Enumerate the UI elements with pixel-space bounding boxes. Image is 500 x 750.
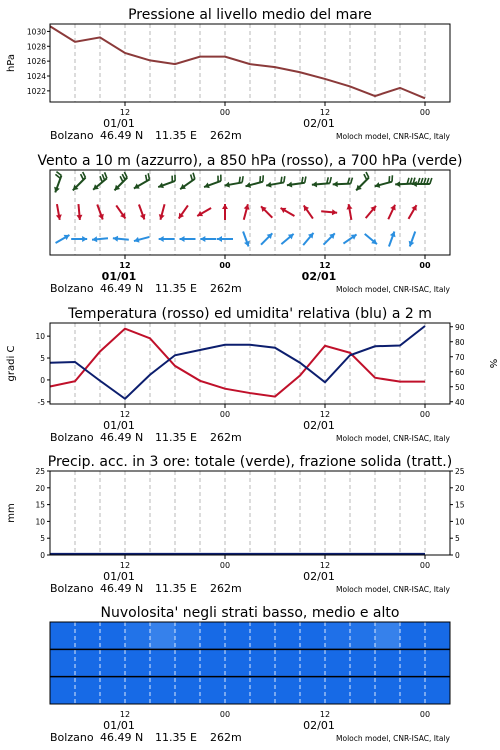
wind-series-1 — [56, 204, 417, 220]
location-info — [50, 129, 242, 142]
wind-barb — [302, 177, 303, 183]
wind-arrow — [54, 172, 61, 193]
location-alt: 262m — [210, 431, 242, 444]
wind-arrow — [303, 233, 313, 245]
cloud-cell — [100, 677, 126, 704]
cloud-cell — [75, 677, 101, 704]
wind-arrow — [76, 204, 82, 220]
wind-head — [180, 236, 185, 242]
location-alt: 262m — [210, 282, 242, 295]
y-tick-label: 1026 — [26, 57, 46, 67]
y-tick-label-right: 90 — [455, 322, 465, 332]
cloud-cell — [50, 622, 76, 649]
y-tick-label-right: 60 — [455, 367, 465, 377]
wind-series-2 — [56, 231, 416, 246]
wind-arrow — [333, 178, 353, 188]
location-info — [50, 582, 242, 595]
time-tick-label: 00 — [419, 410, 431, 419]
y-tick-label: 15 — [35, 500, 45, 510]
wind-arrow — [224, 176, 243, 187]
wind-arrow — [200, 236, 216, 242]
wind-arrow — [261, 233, 272, 244]
wind-arrow — [366, 206, 376, 218]
wind-arrow — [347, 204, 353, 220]
time-axis-1 — [50, 255, 451, 295]
chart-title: Precip. acc. in 3 ore: totale (verde), frazione solida (tratt.) — [47, 454, 453, 470]
y-tick-label-right: 0 — [455, 551, 460, 560]
wind-barb — [122, 174, 125, 180]
time-axis-3 — [50, 555, 451, 595]
wind-arrow — [356, 172, 369, 190]
wind-barb — [430, 178, 432, 184]
location-name: Bolzano — [50, 129, 94, 142]
time-axis-4 — [50, 710, 451, 744]
wind-barb — [239, 177, 240, 183]
y-tick-label-right: 5 — [455, 534, 460, 544]
cloud-cell — [175, 622, 201, 649]
wind-arrow — [158, 175, 175, 189]
time-axis-0 — [50, 102, 451, 142]
cloud-cell — [225, 622, 251, 649]
date-label: 02/01 — [303, 419, 335, 432]
y-axis-label: hPa — [6, 53, 17, 73]
location-info — [50, 282, 242, 295]
wind-arrow — [97, 204, 104, 219]
cloud-cell — [425, 649, 450, 676]
y-tick-label-right: 50 — [455, 382, 465, 392]
wind-arrow — [375, 175, 393, 188]
cloud-cell — [100, 622, 126, 649]
cloud-cell — [125, 677, 151, 704]
wind-barb — [105, 172, 107, 178]
date-label: 01/01 — [103, 117, 135, 130]
cloud-cell — [275, 622, 301, 649]
wind-arrow — [116, 205, 125, 218]
wind-arrow — [159, 236, 175, 242]
cloud-cell — [300, 622, 326, 649]
y-tick-label-right: 70 — [455, 352, 465, 362]
wind-barb — [124, 172, 127, 178]
cloud-cell — [275, 677, 301, 704]
wind-barb — [364, 174, 367, 180]
wind-arrow — [204, 175, 221, 189]
y-tick-label-right: 80 — [455, 337, 465, 347]
cloud-panel — [50, 605, 450, 704]
cloud-cell — [400, 649, 426, 676]
wind-arrow — [287, 177, 306, 188]
date-label: 01/01 — [101, 270, 137, 283]
wind-arrow — [134, 237, 149, 243]
time-tick-label: 12 — [319, 561, 331, 570]
y-tick-label: 25 — [35, 467, 45, 476]
y-tick-label: 20 — [35, 483, 45, 493]
date-label: 02/01 — [303, 117, 335, 130]
cloud-cell — [250, 677, 276, 704]
cloud-cell — [400, 677, 426, 704]
location-info — [50, 431, 242, 444]
wind-arrow — [180, 236, 196, 242]
precipitation-panel — [6, 454, 465, 560]
cloud-cell — [175, 677, 201, 704]
wind-arrow — [73, 172, 86, 190]
wind-barb — [83, 172, 86, 178]
location-lat: 46.49 N — [100, 731, 144, 744]
y-tick-label: 0 — [40, 551, 45, 560]
chart-title: Nuvolosita' negli strati basso, medio e alto — [100, 605, 400, 621]
y-tick-label: 10 — [35, 517, 45, 527]
y-axis-label: gradi C — [6, 345, 17, 382]
model-credit: Moloch model, CNR-ISAC, Italy — [336, 285, 450, 294]
chart-title: Vento a 10 m (azzurro), a 850 hPa (rosso), a 700 hPa (verde) — [37, 153, 463, 169]
cloud-cell — [125, 649, 151, 676]
y-tick-label-right: 10 — [455, 517, 465, 527]
cloud-cell — [200, 677, 226, 704]
y-tick-label-right: 20 — [455, 483, 465, 493]
y-tick-label: 5 — [40, 534, 45, 544]
date-label: 02/01 — [301, 270, 337, 283]
time-tick-label: 12 — [119, 561, 131, 570]
y-tick-label: 1028 — [26, 42, 46, 52]
model-credit: Moloch model, CNR-ISAC, Italy — [336, 734, 450, 743]
wind-barb — [120, 176, 123, 182]
location-info — [50, 731, 242, 744]
y-axis-label: mm — [6, 503, 17, 523]
cloud-cell — [225, 649, 251, 676]
time-tick-label: 00 — [219, 710, 231, 719]
y-tick-label-right: 25 — [455, 467, 465, 476]
y-tick-label: 5 — [40, 354, 45, 364]
wind-barb — [146, 175, 147, 181]
time-tick-label: 12 — [119, 261, 131, 270]
wind-barb — [148, 173, 149, 179]
time-tick-label: 00 — [419, 261, 431, 270]
y-tick-label: 1030 — [26, 27, 46, 37]
time-tick-label: 00 — [219, 108, 231, 117]
wind-arrow — [244, 204, 250, 219]
wind-arrow — [56, 204, 62, 220]
time-tick-label: 00 — [419, 561, 431, 570]
wind-panel — [37, 153, 462, 255]
cloud-cell — [350, 622, 376, 649]
cloud-cell — [300, 677, 326, 704]
wind-arrow — [409, 231, 416, 246]
wind-head — [92, 236, 97, 242]
time-tick-label: 12 — [319, 261, 331, 270]
location-lat: 46.49 N — [100, 129, 144, 142]
time-tick-label: 12 — [319, 108, 331, 117]
date-label: 02/01 — [303, 570, 335, 583]
cloud-cell — [325, 622, 351, 649]
location-alt: 262m — [210, 731, 242, 744]
cloud-cell — [100, 649, 126, 676]
wind-arrow — [222, 204, 228, 220]
time-axis-2 — [50, 404, 451, 444]
wind-barb — [193, 173, 195, 179]
time-tick-label: 00 — [419, 710, 431, 719]
wind-barb — [351, 178, 353, 184]
wind-barb — [191, 174, 193, 180]
time-tick-label: 00 — [419, 108, 431, 117]
location-lon: 11.35 E — [155, 282, 197, 295]
model-credit: Moloch model, CNR-ISAC, Italy — [336, 585, 450, 594]
wind-head — [312, 181, 317, 187]
wind-head — [200, 236, 205, 242]
wind-arrow — [304, 205, 313, 218]
wind-arrow — [243, 231, 250, 246]
cloud-cell — [200, 622, 226, 649]
wind-head — [76, 215, 82, 220]
wind-arrow — [159, 204, 165, 219]
wind-arrow — [409, 205, 417, 219]
wind-arrow — [312, 177, 331, 187]
wind-arrow — [245, 175, 263, 188]
cloud-cell — [225, 677, 251, 704]
wind-barb — [100, 176, 102, 182]
y-tick-label: 10 — [35, 332, 45, 342]
wind-arrow — [395, 178, 415, 188]
date-label: 02/01 — [303, 719, 335, 732]
time-tick-label: 12 — [119, 108, 131, 117]
y-axis-label-right: % — [487, 358, 498, 369]
humidity-line — [50, 326, 425, 399]
location-name: Bolzano — [50, 282, 94, 295]
time-tick-label: 00 — [219, 410, 231, 419]
model-credit: Moloch model, CNR-ISAC, Italy — [336, 434, 450, 443]
cloud-cell — [150, 649, 176, 676]
wind-arrow — [321, 209, 337, 215]
wind-head — [82, 236, 87, 242]
cloud-cell — [125, 622, 151, 649]
wind-head — [159, 236, 164, 242]
cloud-cell — [150, 622, 176, 649]
location-alt: 262m — [210, 129, 242, 142]
y-tick-label-right: 15 — [455, 500, 465, 510]
cloud-cell — [400, 622, 426, 649]
cloud-cell — [375, 622, 401, 649]
date-label: 01/01 — [103, 419, 135, 432]
y-tick-label-right: 40 — [455, 397, 465, 407]
wind-arrow — [388, 205, 395, 220]
cloud-cell — [150, 677, 176, 704]
location-lon: 11.35 E — [155, 731, 197, 744]
cloud-cell — [325, 677, 351, 704]
wind-arrow — [180, 173, 195, 189]
wind-head — [333, 181, 338, 187]
wind-arrow — [134, 173, 150, 188]
cloud-cell — [350, 677, 376, 704]
chart-title: Pressione al livello medio del mare — [128, 7, 372, 23]
cloud-cell — [375, 677, 401, 704]
wind-arrow — [261, 206, 272, 217]
cloud-cell — [75, 649, 101, 676]
cloud-cell — [200, 649, 226, 676]
cloud-cell — [350, 649, 376, 676]
time-tick-label: 12 — [119, 710, 131, 719]
cloud-cell — [275, 649, 301, 676]
wind-barb — [305, 177, 306, 183]
wind-arrow — [179, 205, 188, 218]
wind-barb — [81, 174, 84, 180]
wind-barb — [242, 176, 243, 182]
cloud-cell — [250, 622, 276, 649]
wind-head — [222, 204, 228, 209]
cloud-cell — [175, 649, 201, 676]
time-tick-label: 12 — [119, 410, 131, 419]
location-lat: 46.49 N — [100, 582, 144, 595]
time-tick-label: 00 — [219, 561, 231, 570]
wind-barb — [284, 176, 285, 182]
cloud-cell — [300, 649, 326, 676]
time-tick-label: 12 — [319, 710, 331, 719]
wind-barb — [102, 174, 104, 180]
wind-arrow — [139, 204, 146, 219]
location-lon: 11.35 E — [155, 129, 197, 142]
wind-arrow — [197, 208, 211, 216]
pressure-line — [50, 26, 425, 98]
wind-arrow — [113, 236, 129, 242]
location-lat: 46.49 N — [100, 431, 144, 444]
y-tick-label: -5 — [37, 397, 45, 407]
model-credit: Moloch model, CNR-ISAC, Italy — [336, 132, 450, 141]
cloud-cell — [50, 677, 76, 704]
chart-title: Temperatura (rosso) ed umidita' relativa (blu) a 2 m — [68, 306, 432, 322]
wind-head — [395, 181, 400, 187]
wind-barb — [366, 172, 369, 178]
time-tick-label: 00 — [219, 261, 231, 270]
cloud-cell — [325, 649, 351, 676]
wind-barb — [330, 177, 331, 183]
cloud-cell — [425, 622, 450, 649]
wind-barb — [281, 177, 282, 183]
location-lon: 11.35 E — [155, 582, 197, 595]
wind-arrow — [281, 234, 293, 244]
location-lat: 46.49 N — [100, 282, 144, 295]
cloud-cell — [375, 649, 401, 676]
y-tick-label: 1022 — [26, 86, 46, 96]
cloud-cell — [50, 649, 76, 676]
pressure-panel — [6, 7, 450, 102]
location-name: Bolzano — [50, 431, 94, 444]
cloud-cell — [75, 622, 101, 649]
wind-arrow — [71, 236, 87, 242]
wind-head — [217, 236, 222, 242]
wind-head — [113, 236, 118, 242]
location-lon: 11.35 E — [155, 431, 197, 444]
y-tick-label: 1024 — [26, 72, 46, 81]
temperature-frame — [50, 323, 450, 404]
wind-series-0 — [54, 172, 432, 193]
temperature-panel — [6, 306, 498, 407]
date-label: 01/01 — [103, 570, 135, 583]
location-alt: 262m — [210, 582, 242, 595]
time-tick-label: 12 — [319, 410, 331, 419]
cloud-cell — [425, 677, 450, 704]
date-label: 01/01 — [103, 719, 135, 732]
wind-arrow — [389, 231, 396, 246]
y-tick-label: 0 — [40, 375, 45, 385]
cloud-cell — [250, 649, 276, 676]
location-name: Bolzano — [50, 582, 94, 595]
wind-arrow — [281, 208, 295, 216]
wind-head — [332, 209, 337, 215]
wind-arrow — [56, 235, 70, 243]
location-name: Bolzano — [50, 731, 94, 744]
